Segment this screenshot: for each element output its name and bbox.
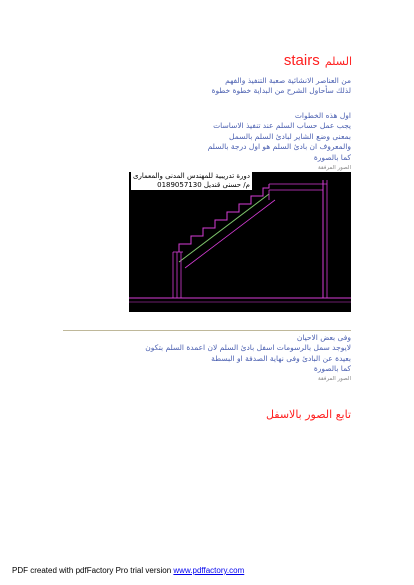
- steps-line: يجب عمل حساب السلم عند تنفيذ الاساسات: [213, 121, 351, 131]
- figure-caption-2: الصور المرفقة: [318, 376, 351, 382]
- footer: [12, 566, 244, 575]
- page-title: [284, 50, 352, 69]
- stairs-drawing-svg: [129, 172, 351, 312]
- intro-paragraph: [212, 76, 351, 97]
- title-english: stairs: [283, 52, 320, 69]
- follow-text: تابع الصور بالاسفل: [265, 408, 351, 421]
- intro-line: لذلك سأحاول الشرح من البداية خطوة خطوة: [211, 86, 351, 96]
- footer-text: PDF created with pdfFactory Pro trial version: [12, 566, 174, 575]
- steps-line: بمعنى وضع الشاير لبادئ السلم بالسمل: [229, 131, 351, 141]
- after-line: كما بالصورة: [313, 364, 351, 374]
- title-arabic: السلم: [324, 55, 352, 68]
- intro-line: من العناصر الانشائية صعبة التنفيذ والفهم: [225, 76, 351, 85]
- figure-label: [131, 172, 252, 190]
- after-line: لايوجد سمل بالرسومات اسفل بادئ السلم لان اعمدة السلم بتكون: [145, 343, 351, 353]
- after-line: بعيدة عن البادئ وفى نهاية الصدفة او البسطة: [211, 353, 351, 363]
- footer-link[interactable]: www.pdffactory.com: [173, 566, 245, 575]
- figure-caption: الصور المرفقة: [318, 165, 351, 171]
- after-line: وفى بعض الاحيان: [296, 333, 351, 342]
- steps-paragraph: [208, 111, 351, 163]
- divider: [63, 330, 351, 331]
- steps-line: كما بالصورة: [313, 152, 351, 162]
- steps-line: والمعروف ان بادئ السلم هو اول درجة بالسلم: [207, 142, 351, 152]
- after-paragraph: [145, 333, 351, 375]
- steps-line: اول هذه الخطوات: [294, 111, 351, 120]
- stairs-drawing: [129, 172, 351, 312]
- figure-label-line1: دورة تدريبية للمهندس المدنى والمعمارى: [133, 172, 250, 180]
- figure-label-line2: م/ حسنى قنديل 0189057130: [157, 181, 250, 189]
